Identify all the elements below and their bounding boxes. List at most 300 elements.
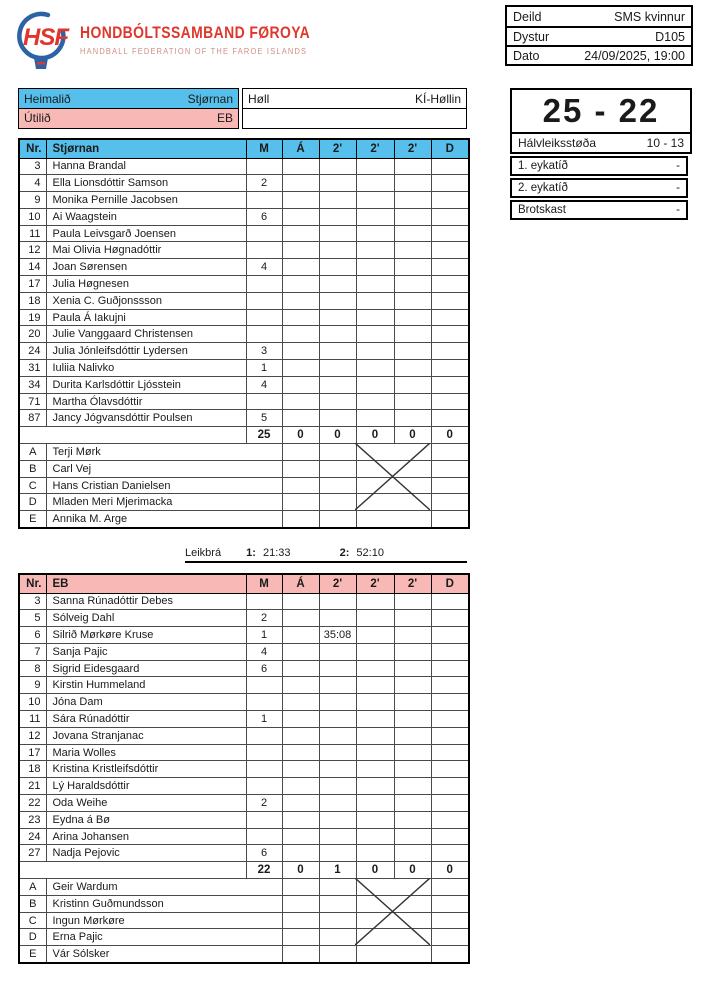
player-stat-cell: 4 [246,376,282,393]
player-stat-cell [394,660,431,677]
player-number: 87 [19,410,46,427]
roster-header-cell: 2' [319,139,356,158]
player-stat-cell [394,225,431,242]
player-stat-cell [319,694,356,711]
player-number: 11 [19,711,46,728]
player-name: Sigrid Eidesgaard [46,660,246,677]
player-stat-cell [356,593,394,610]
player-stat-cell [282,610,319,627]
player-stat-cell [356,158,394,175]
official-name: Terji Mørk [46,444,282,461]
official-name: Carl Vej [46,460,282,477]
official-row [19,946,469,963]
player-stat-cell: 35:08 [319,627,356,644]
player-name: Kirstin Hummeland [46,677,246,694]
player-stat-cell [394,677,431,694]
penalty-label: Brotskast [518,204,566,216]
official-stat-cell [282,477,319,494]
player-stat-cell [431,677,469,694]
overtime2-value: - [676,182,680,194]
official-stat-cell [431,929,469,946]
official-row [19,879,469,896]
player-name: Durita Karlsdóttir Ljósstein [46,376,246,393]
player-stat-cell [319,593,356,610]
player-name: Eydna á Bø [46,811,246,828]
player-stat-cell: 3 [246,343,282,360]
player-stat-cell [282,593,319,610]
player-stat-cell [394,627,431,644]
player-stat-cell [282,627,319,644]
player-number: 3 [19,593,46,610]
player-stat-cell [356,627,394,644]
player-stat-cell [319,677,356,694]
official-name: Mladen Meri Mjerimacka [46,494,282,511]
official-letter: A [19,444,46,461]
player-stat-cell [319,711,356,728]
player-name: Nadja Pejovic [46,845,246,862]
player-number: 34 [19,376,46,393]
clock-label: Leikbrá [185,547,222,559]
official-row [19,460,469,477]
player-row [19,828,469,845]
player-name: Ella Lionsdóttir Samson [46,175,246,192]
official-merged-cell [356,929,431,946]
halftime-row [512,132,690,152]
totals-row [19,862,469,879]
player-stat-cell [394,242,431,259]
totals-spacer [19,862,246,879]
federation-title: HONDBÓLTSSAMBAND FØROYA [80,23,311,42]
official-merged-cell [356,895,431,912]
player-stat-cell [431,343,469,360]
player-stat-cell [282,292,319,309]
player-number: 18 [19,761,46,778]
player-stat-cell [431,828,469,845]
player-stat-cell [356,376,394,393]
official-stat-cell [431,895,469,912]
player-name: Sanna Rúnadóttir Debes [46,593,246,610]
player-row [19,778,469,795]
player-stat-cell [431,593,469,610]
official-row [19,511,469,528]
player-name: Martha Ólavsdóttir [46,393,246,410]
player-stat-cell [431,811,469,828]
player-stat-cell [319,208,356,225]
player-number: 17 [19,744,46,761]
player-row [19,393,469,410]
official-letter: B [19,460,46,477]
player-stat-cell [282,643,319,660]
player-stat-cell [431,761,469,778]
federation-logo-icon [12,6,70,70]
player-number: 9 [19,677,46,694]
player-row [19,158,469,175]
official-merged-cell [356,511,431,528]
away-team-cell [18,108,239,129]
player-stat-cell [356,360,394,377]
player-stat-cell [394,593,431,610]
player-row [19,292,469,309]
player-stat-cell [356,259,394,276]
player-stat-cell [356,410,394,427]
player-number: 10 [19,208,46,225]
player-stat-cell [356,610,394,627]
player-stat-cell [431,175,469,192]
official-stat-cell [319,477,356,494]
player-stat-cell [246,292,282,309]
match-info-row [507,7,691,26]
player-stat-cell [431,225,469,242]
player-stat-cell: 5 [246,410,282,427]
player-number: 24 [19,343,46,360]
official-letter: D [19,494,46,511]
player-stat-cell [319,795,356,812]
player-stat-cell [431,292,469,309]
total-cell: 0 [431,427,469,444]
total-cell: 25 [246,427,282,444]
player-stat-cell [319,326,356,343]
hall-name: KÍ-Høllin [414,91,461,106]
player-stat-cell: 1 [246,360,282,377]
player-stat-cell [282,276,319,293]
official-letter: C [19,912,46,929]
clock-period1-label: 1: [246,547,256,559]
player-stat-cell [246,677,282,694]
player-stat-cell [319,259,356,276]
official-merged-cell [356,879,431,896]
official-stat-cell [282,946,319,963]
player-stat-cell [394,694,431,711]
player-number: 12 [19,727,46,744]
player-stat-cell [356,208,394,225]
roster-header-cell: Á [282,574,319,593]
match-info-row [507,45,691,64]
away-label: Útilið [24,111,51,125]
player-stat-cell [356,225,394,242]
player-stat-cell [319,376,356,393]
player-stat-cell [356,309,394,326]
player-name: Paula Á Iakujni [46,309,246,326]
official-row [19,912,469,929]
player-stat-cell [282,175,319,192]
player-stat-cell [319,828,356,845]
official-merged-cell [356,444,431,461]
player-stat-cell [431,242,469,259]
player-stat-cell [394,828,431,845]
player-stat-cell [282,208,319,225]
player-stat-cell [282,360,319,377]
match-info-row [507,26,691,45]
player-stat-cell [356,326,394,343]
player-stat-cell [246,192,282,209]
player-stat-cell [246,225,282,242]
player-stat-cell [246,761,282,778]
player-name: Julia Høgnesen [46,276,246,293]
player-stat-cell [356,778,394,795]
official-stat-cell [319,444,356,461]
player-stat-cell [394,778,431,795]
player-number: 19 [19,309,46,326]
player-name: Maria Wolles [46,744,246,761]
player-stat-cell [431,660,469,677]
player-name: Oda Weihe [46,795,246,812]
player-stat-cell [319,727,356,744]
player-stat-cell [356,761,394,778]
player-name: Paula Leivsgarð Joensen [46,225,246,242]
player-stat-cell [282,845,319,862]
official-merged-cell [356,460,431,477]
player-stat-cell [282,158,319,175]
roster-header-cell: Nr. [19,139,46,158]
player-name: Jóna Dam [46,694,246,711]
player-stat-cell [246,593,282,610]
player-stat-cell [356,660,394,677]
player-stat-cell [431,309,469,326]
player-stat-cell: 6 [246,660,282,677]
player-stat-cell [431,192,469,209]
player-number: 21 [19,778,46,795]
player-stat-cell [394,175,431,192]
player-stat-cell: 2 [246,795,282,812]
official-stat-cell [319,460,356,477]
official-letter: A [19,879,46,896]
player-stat-cell [431,727,469,744]
player-stat-cell [356,845,394,862]
player-stat-cell [319,811,356,828]
away-roster-table [18,573,470,964]
totals-row [19,427,469,444]
official-stat-cell [431,511,469,528]
player-row [19,192,469,209]
player-stat-cell [282,778,319,795]
player-stat-cell [431,376,469,393]
player-number: 12 [19,242,46,259]
player-name: Jovana Stranjanac [46,727,246,744]
total-cell: 0 [319,427,356,444]
roster-header-cell: M [246,574,282,593]
player-stat-cell [319,761,356,778]
official-merged-cell [356,494,431,511]
player-row [19,259,469,276]
player-row [19,795,469,812]
player-stat-cell [356,343,394,360]
player-stat-cell [431,627,469,644]
official-stat-cell [319,895,356,912]
final-score: 25 - 22 [542,92,660,129]
player-stat-cell [319,660,356,677]
player-number: 6 [19,627,46,644]
player-stat-cell: 1 [246,711,282,728]
roster-header-cell: 2' [356,574,394,593]
player-stat-cell [319,225,356,242]
official-name: Vár Sólsker [46,946,282,963]
player-stat-cell [431,326,469,343]
player-stat-cell [282,259,319,276]
total-cell: 0 [431,862,469,879]
player-stat-cell [356,744,394,761]
player-row [19,610,469,627]
player-stat-cell [356,643,394,660]
player-stat-cell [319,610,356,627]
teams-box [18,88,239,129]
player-row [19,360,469,377]
player-name: Ai Waagstein [46,208,246,225]
info-value: SMS kvinnur [614,9,685,24]
player-stat-cell [431,393,469,410]
player-stat-cell [394,711,431,728]
score-panel [510,88,692,220]
official-stat-cell [431,912,469,929]
official-stat-cell [282,494,319,511]
player-stat-cell [319,393,356,410]
player-stat-cell [246,326,282,343]
player-number: 5 [19,610,46,627]
player-stat-cell: 6 [246,845,282,862]
official-stat-cell [282,879,319,896]
player-stat-cell [319,410,356,427]
roster-header-cell: 2' [319,574,356,593]
player-stat-cell [394,343,431,360]
hall-label: Høll [248,91,270,106]
player-stat-cell [319,778,356,795]
official-stat-cell [282,912,319,929]
player-stat-cell [394,795,431,812]
player-stat-cell: 4 [246,259,282,276]
player-row [19,744,469,761]
roster-header-cell: D [431,139,469,158]
official-stat-cell [282,460,319,477]
away-roster-section [18,573,470,964]
player-stat-cell [394,276,431,293]
player-stat-cell [282,242,319,259]
player-row [19,694,469,711]
match-info-box [505,5,693,66]
player-number: 8 [19,660,46,677]
roster-header-cell: Stjørnan [46,139,246,158]
player-stat-cell [319,360,356,377]
player-stat-cell [319,643,356,660]
roster-header-cell: EB [46,574,246,593]
official-merged-cell [356,477,431,494]
home-team-name: Stjørnan [187,91,233,106]
player-stat-cell: 2 [246,175,282,192]
official-stat-cell [431,444,469,461]
overtime1-label: 1. eykatíð [518,160,568,172]
info-label: Deild [513,9,542,24]
player-name: Silrið Mørkøre Kruse [46,627,246,644]
official-name: Erna Pajic [46,929,282,946]
player-stat-cell [246,778,282,795]
player-stat-cell [356,276,394,293]
player-stat-cell [394,761,431,778]
player-name: Kristina Kristleifsdóttir [46,761,246,778]
official-stat-cell [431,477,469,494]
federation-brand [80,23,361,56]
roster-header-cell: Á [282,139,319,158]
player-stat-cell [246,694,282,711]
player-stat-cell [394,410,431,427]
player-name: Iuliia Nalivko [46,360,246,377]
player-number: 4 [19,175,46,192]
official-letter: E [19,946,46,963]
overtime2-row [510,178,688,198]
penalty-value: - [676,204,680,216]
official-name: Ingun Mørkøre [46,912,282,929]
player-number: 11 [19,225,46,242]
player-stat-cell [246,744,282,761]
player-row [19,643,469,660]
official-stat-cell [431,460,469,477]
player-stat-cell [282,393,319,410]
official-stat-cell [319,946,356,963]
player-stat-cell [431,360,469,377]
player-stat-cell [431,845,469,862]
player-stat-cell [319,242,356,259]
player-number: 14 [19,259,46,276]
home-label: Heimalið [24,91,71,106]
player-stat-cell [246,309,282,326]
player-number: 71 [19,393,46,410]
player-stat-cell [431,795,469,812]
player-stat-cell [394,326,431,343]
player-stat-cell: 1 [246,627,282,644]
info-label: Dato [513,48,540,63]
player-number: 20 [19,326,46,343]
official-stat-cell [282,929,319,946]
player-stat-cell [431,276,469,293]
roster-header-row [19,574,469,593]
player-name: Lý Haraldsdóttir [46,778,246,795]
player-row [19,410,469,427]
player-stat-cell [356,242,394,259]
player-stat-cell [356,727,394,744]
player-stat-cell [282,326,319,343]
official-row [19,929,469,946]
player-stat-cell [431,410,469,427]
player-name: Sólveig Dahl [46,610,246,627]
home-roster-section [18,138,470,529]
total-cell: 0 [394,862,431,879]
official-name: Geir Wardum [46,879,282,896]
player-row [19,376,469,393]
player-stat-cell [319,192,356,209]
player-stat-cell [431,744,469,761]
total-cell: 0 [356,427,394,444]
player-name: Jancy Jógvansdóttir Poulsen [46,410,246,427]
federation-subtitle: HANDBALL FEDERATION OF THE FAROE ISLANDS [80,47,308,56]
player-stat-cell [356,292,394,309]
player-stat-cell [246,158,282,175]
player-row [19,845,469,862]
official-stat-cell [282,444,319,461]
player-row [19,242,469,259]
player-stat-cell [431,158,469,175]
player-number: 22 [19,795,46,812]
player-stat-cell [431,208,469,225]
player-name: Julia Jónleifsdóttir Lydersen [46,343,246,360]
total-cell: 0 [282,427,319,444]
roster-header-cell: 2' [394,139,431,158]
hall-empty-cell [242,108,467,129]
official-stat-cell [431,879,469,896]
official-merged-cell [356,912,431,929]
player-stat-cell [394,744,431,761]
player-stat-cell [282,795,319,812]
player-stat-cell [282,192,319,209]
game-clock-row [185,547,467,563]
player-name: Hanna Brandal [46,158,246,175]
player-stat-cell [356,175,394,192]
